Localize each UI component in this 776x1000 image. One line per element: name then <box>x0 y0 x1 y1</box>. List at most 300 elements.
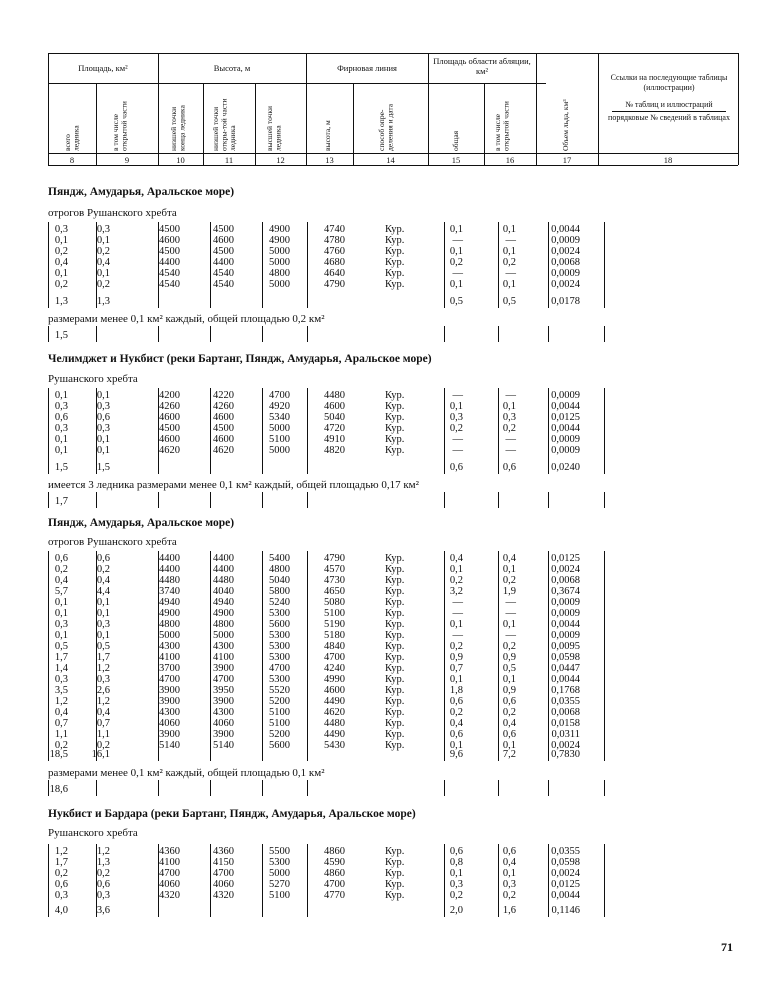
cell: 1,1 <box>54 729 68 740</box>
cell: 0,6 <box>449 846 463 857</box>
cell: 1,2 <box>96 663 110 674</box>
cell: 5190 <box>324 619 345 630</box>
cell: 1,9 <box>502 586 516 597</box>
cell: 3900 <box>213 729 234 740</box>
cell: 0,1 <box>96 268 110 279</box>
cell: 4540 <box>213 279 234 290</box>
cell: 0,4 <box>502 553 516 564</box>
cell: 4800 <box>213 619 234 630</box>
table-row <box>0 696 776 707</box>
cell: 0,1 <box>449 674 463 685</box>
note-value: 1,7 <box>54 496 68 507</box>
cell: 0,5 <box>54 641 68 652</box>
cell: 4600 <box>213 434 234 445</box>
col-abl-total: общая <box>451 130 460 151</box>
cell: 0,3 <box>54 224 68 235</box>
cell: 4700 <box>269 390 290 401</box>
cell: 0,7 <box>449 663 463 674</box>
cell: 4790 <box>324 279 345 290</box>
total-cell: 7,2 <box>502 749 516 760</box>
total-cell: 1,3 <box>96 296 110 307</box>
cell-method: Кур. <box>385 663 405 674</box>
cell: 0,6 <box>502 696 516 707</box>
cell-method: Кур. <box>385 608 405 619</box>
table-row <box>0 879 776 890</box>
cell: 0,4 <box>54 575 68 586</box>
cell: 0,0044 <box>551 224 580 235</box>
cell: 0,6 <box>54 879 68 890</box>
cell-method: Кур. <box>385 564 405 575</box>
total-cell: 0,1146 <box>551 905 580 916</box>
cell: 4500 <box>213 423 234 434</box>
cell: 0,1 <box>502 401 516 412</box>
section-note: размерами менее 0,1 км² каждый, общей площадью 0,2 км² <box>48 313 325 325</box>
cell-method: Кур. <box>385 412 405 423</box>
total-cell: 2,0 <box>449 905 463 916</box>
cell: 0,4 <box>449 553 463 564</box>
cell: 0,0125 <box>551 553 580 564</box>
cell: 4860 <box>324 846 345 857</box>
cell: 4100 <box>159 652 180 663</box>
cell-method: Кур. <box>385 434 405 445</box>
cell: 4600 <box>159 412 180 423</box>
cell: 4770 <box>324 890 345 901</box>
table-row <box>0 641 776 652</box>
cell-method: Кур. <box>385 246 405 257</box>
cell-method: Кур. <box>385 857 405 868</box>
cell: 0,0009 <box>551 434 580 445</box>
col-h-low-end: низшей точки конца ледника <box>169 105 187 151</box>
cell: 0,2 <box>96 246 110 257</box>
cell: 3900 <box>159 685 180 696</box>
total-row <box>0 905 776 916</box>
cell: 0,7 <box>54 718 68 729</box>
cell: 0,0009 <box>551 630 580 641</box>
section-note: размерами менее 0,1 км² каждый, общей площадью 0,1 км² <box>48 767 325 779</box>
cell: 0,5 <box>96 641 110 652</box>
cell: 4400 <box>213 564 234 575</box>
cell: 0,6 <box>96 553 110 564</box>
cell: 0,1 <box>502 619 516 630</box>
cell: 0,6 <box>502 846 516 857</box>
cell: 4990 <box>324 674 345 685</box>
cell: 0,3 <box>96 890 110 901</box>
cell: 0,6 <box>54 553 68 564</box>
cell: 5430 <box>324 740 345 751</box>
cell: 4900 <box>269 235 290 246</box>
cell: 3,2 <box>449 586 463 597</box>
cell: — <box>452 268 463 279</box>
table-row <box>0 423 776 434</box>
cell-method: Кур. <box>385 846 405 857</box>
cell: 5180 <box>324 630 345 641</box>
cell: — <box>452 434 463 445</box>
cell: 4300 <box>159 641 180 652</box>
cell: 0,2 <box>449 423 463 434</box>
cell: 4100 <box>159 857 180 868</box>
table-row <box>0 652 776 663</box>
cell: 4820 <box>324 445 345 456</box>
table-row <box>0 445 776 456</box>
cell: 4700 <box>324 879 345 890</box>
cell: 5340 <box>269 412 290 423</box>
cell: 1,8 <box>449 685 463 696</box>
cell: 0,0355 <box>551 846 580 857</box>
cell: 0,2 <box>54 564 68 575</box>
col-ice-volume: Объем льда, км³ <box>561 99 570 151</box>
cell-method: Кур. <box>385 890 405 901</box>
cell: 4600 <box>213 235 234 246</box>
total-cell: 1,3 <box>54 296 68 307</box>
cell: 4800 <box>269 268 290 279</box>
cell: 4060 <box>213 718 234 729</box>
cell: 5300 <box>269 674 290 685</box>
cell: 0,4 <box>54 257 68 268</box>
cell: 4620 <box>213 445 234 456</box>
total-cell: 0,0240 <box>551 462 580 473</box>
col-num: 9 <box>124 155 130 165</box>
cell: 0,1 <box>449 619 463 630</box>
note-value: 18,6 <box>49 784 68 795</box>
page-number: 71 <box>721 940 733 954</box>
col-abl-open: в том числе открытой части <box>493 101 511 151</box>
cell: 0,0009 <box>551 597 580 608</box>
table-row <box>0 846 776 857</box>
cell: 3700 <box>159 663 180 674</box>
table-row <box>0 890 776 901</box>
cell: 4100 <box>213 652 234 663</box>
cell: 4620 <box>324 707 345 718</box>
cell: 4720 <box>324 423 345 434</box>
total-cell: 18,5 <box>49 749 68 760</box>
col-area-open: в том числе открытой части <box>111 101 129 151</box>
cell: 4840 <box>324 641 345 652</box>
table-row <box>0 390 776 401</box>
cell: 0,1 <box>449 224 463 235</box>
cell: 4900 <box>159 608 180 619</box>
cell: 5000 <box>269 279 290 290</box>
cell: 5600 <box>269 740 290 751</box>
cell: 4900 <box>213 608 234 619</box>
cell-method: Кур. <box>385 575 405 586</box>
cell: 4920 <box>269 401 290 412</box>
cell: 0,0024 <box>551 246 580 257</box>
cell: — <box>452 235 463 246</box>
cell: 5140 <box>213 740 234 751</box>
total-cell: 4,0 <box>54 905 68 916</box>
col-num: 10 <box>176 155 185 165</box>
cell-method: Кур. <box>385 718 405 729</box>
cell: 0,1 <box>54 597 68 608</box>
cell: 5600 <box>269 619 290 630</box>
col-num: 8 <box>69 155 75 165</box>
cell: 4,4 <box>96 586 110 597</box>
col-area-total: всего ледника <box>63 125 81 151</box>
cell: 0,0095 <box>551 641 580 652</box>
cell: 4590 <box>324 857 345 868</box>
refs-line2: порядковые № сведений в таблицах <box>608 113 730 122</box>
cell: 5520 <box>269 685 290 696</box>
cell: 3950 <box>213 685 234 696</box>
cell: 0,4 <box>96 707 110 718</box>
table-row <box>0 564 776 575</box>
cell: 4700 <box>213 674 234 685</box>
cell: 4320 <box>159 890 180 901</box>
cell: 4360 <box>213 846 234 857</box>
cell: 0,2 <box>449 641 463 652</box>
cell-method: Кур. <box>385 224 405 235</box>
cell: 5300 <box>269 608 290 619</box>
cell: — <box>505 268 516 279</box>
cell: 0,3 <box>502 412 516 423</box>
cell: 4500 <box>213 224 234 235</box>
cell-method: Кур. <box>385 696 405 707</box>
cell: 0,3 <box>96 619 110 630</box>
cell: 0,2 <box>449 575 463 586</box>
cell: 0,6 <box>502 729 516 740</box>
cell: 0,0068 <box>551 707 580 718</box>
cell: 0,0068 <box>551 575 580 586</box>
cell-method: Кур. <box>385 729 405 740</box>
cell: 0,1 <box>96 445 110 456</box>
table-row <box>0 857 776 868</box>
cell: 0,0125 <box>551 879 580 890</box>
cell-method: Кур. <box>385 279 405 290</box>
cell: 4300 <box>213 707 234 718</box>
cell: 0,9 <box>502 652 516 663</box>
cell: 4600 <box>159 235 180 246</box>
cell: 4060 <box>159 718 180 729</box>
table-row <box>0 685 776 696</box>
cell: 0,3 <box>96 423 110 434</box>
cell: 0,1 <box>54 608 68 619</box>
cell: 4600 <box>324 685 345 696</box>
cell: 0,1 <box>54 268 68 279</box>
cell: 1,1 <box>96 729 110 740</box>
cell: 4360 <box>159 846 180 857</box>
cell: 0,0044 <box>551 423 580 434</box>
cell: 0,1 <box>449 246 463 257</box>
col-firn-method: способ опре-деления и дата <box>377 103 395 151</box>
cell: — <box>505 597 516 608</box>
cell: 5040 <box>324 412 345 423</box>
cell: 4400 <box>159 564 180 575</box>
cell: 4300 <box>213 641 234 652</box>
col-num: 12 <box>276 155 285 165</box>
cell: 4700 <box>269 663 290 674</box>
cell: 4650 <box>324 586 345 597</box>
cell: 3900 <box>159 729 180 740</box>
cell: — <box>452 597 463 608</box>
cell: 0,0447 <box>551 663 580 674</box>
cell: 0,4 <box>96 257 110 268</box>
cell: 4400 <box>213 257 234 268</box>
table-row <box>0 235 776 246</box>
cell: 0,0044 <box>551 674 580 685</box>
cell: 1,2 <box>54 846 68 857</box>
cell: 1,2 <box>96 696 110 707</box>
cell-method: Кур. <box>385 619 405 630</box>
table-row <box>0 246 776 257</box>
cell: 0,6 <box>96 412 110 423</box>
total-cell: 1,5 <box>96 462 110 473</box>
total-cell: 0,5 <box>449 296 463 307</box>
cell-method: Кур. <box>385 401 405 412</box>
ablation-group-title: Площадь области абляции, км² <box>433 56 531 76</box>
cell-method: Кур. <box>385 445 405 456</box>
cell: 0,1 <box>502 564 516 575</box>
cell: 4480 <box>324 718 345 729</box>
cell: 5240 <box>269 597 290 608</box>
cell: 0,1 <box>449 564 463 575</box>
cell: 5100 <box>324 608 345 619</box>
cell: 0,1 <box>54 390 68 401</box>
table-row <box>0 553 776 564</box>
cell: 0,2 <box>502 575 516 586</box>
cell: 0,1 <box>502 868 516 879</box>
cell: 0,1 <box>502 740 516 751</box>
cell: 5000 <box>269 868 290 879</box>
cell-method: Кур. <box>385 268 405 279</box>
cell: 4700 <box>213 868 234 879</box>
cell: 4540 <box>159 279 180 290</box>
cell: 0,2 <box>502 890 516 901</box>
cell: 0,9 <box>502 685 516 696</box>
cell: — <box>505 445 516 456</box>
total-cell: 3,6 <box>96 905 110 916</box>
cell: 0,0598 <box>551 652 580 663</box>
cell: 4940 <box>213 597 234 608</box>
cell: 4200 <box>159 390 180 401</box>
cell: 1,3 <box>96 857 110 868</box>
cell: 0,1 <box>96 597 110 608</box>
cell: 4480 <box>213 575 234 586</box>
cell-method: Кур. <box>385 390 405 401</box>
col-h-high: высшей точки ледника <box>265 105 283 151</box>
cell: 4540 <box>213 268 234 279</box>
cell: 4060 <box>159 879 180 890</box>
cell: 5100 <box>269 434 290 445</box>
cell: 4860 <box>324 868 345 879</box>
cell: 5080 <box>324 597 345 608</box>
cell: 4480 <box>159 575 180 586</box>
table-header <box>48 53 738 163</box>
cell: 0,0024 <box>551 279 580 290</box>
cell: 5000 <box>269 423 290 434</box>
table-row <box>0 707 776 718</box>
cell: 4060 <box>213 879 234 890</box>
cell: 0,0598 <box>551 857 580 868</box>
table-row <box>0 619 776 630</box>
cell: 4910 <box>324 434 345 445</box>
cell: 0,1 <box>449 401 463 412</box>
cell: 0,3 <box>449 412 463 423</box>
total-row <box>0 749 776 760</box>
cell: — <box>505 630 516 641</box>
cell: 4480 <box>324 390 345 401</box>
cell: 3740 <box>159 586 180 597</box>
cell: 5100 <box>269 890 290 901</box>
cell: — <box>452 390 463 401</box>
cell: 0,2 <box>96 740 110 751</box>
cell: 0,0009 <box>551 608 580 619</box>
cell: 0,3 <box>449 879 463 890</box>
cell: 1,4 <box>54 663 68 674</box>
cell: 4640 <box>324 268 345 279</box>
cell-method: Кур. <box>385 257 405 268</box>
cell-method: Кур. <box>385 553 405 564</box>
cell: 4600 <box>159 434 180 445</box>
cell: 5100 <box>269 707 290 718</box>
total-cell: 9,6 <box>449 749 463 760</box>
cell-method: Кур. <box>385 597 405 608</box>
cell: 5000 <box>159 630 180 641</box>
cell: 5400 <box>269 553 290 564</box>
cell: 0,2 <box>502 423 516 434</box>
cell: 0,2 <box>54 868 68 879</box>
cell: 5300 <box>269 857 290 868</box>
cell: 0,1 <box>54 445 68 456</box>
total-cell: 0,6 <box>449 462 463 473</box>
cell: 0,4 <box>502 718 516 729</box>
cell: 0,1 <box>96 390 110 401</box>
cell: 0,0068 <box>551 257 580 268</box>
cell: 0,3 <box>54 674 68 685</box>
cell: 4800 <box>269 564 290 575</box>
cell: 0,0024 <box>551 868 580 879</box>
cell: 0,3 <box>54 423 68 434</box>
firn-group-title: Фирновая линия <box>337 63 397 73</box>
cell: 0,2 <box>449 707 463 718</box>
cell: 4400 <box>159 553 180 564</box>
cell: 0,0009 <box>551 390 580 401</box>
cell: 4260 <box>159 401 180 412</box>
cell: 5200 <box>269 729 290 740</box>
cell: 0,2 <box>96 868 110 879</box>
table-row <box>0 597 776 608</box>
cell: 3900 <box>213 696 234 707</box>
cell: 4500 <box>213 246 234 257</box>
cell: 0,5 <box>502 663 516 674</box>
total-row <box>0 296 776 307</box>
cell: 1,7 <box>54 652 68 663</box>
table-row <box>0 718 776 729</box>
cell: 0,3 <box>54 619 68 630</box>
section-subtitle: отрогов Рушанского хребта <box>48 536 177 548</box>
cell: 0,0355 <box>551 696 580 707</box>
cell: 0,2 <box>54 279 68 290</box>
cell: 5,7 <box>54 586 68 597</box>
cell: 0,0024 <box>551 564 580 575</box>
cell: 0,2 <box>449 890 463 901</box>
cell: — <box>505 608 516 619</box>
cell: 0,2 <box>54 740 68 751</box>
table-row <box>0 729 776 740</box>
col-num: 13 <box>325 155 334 165</box>
cell: 4700 <box>324 652 345 663</box>
cell: 0,3674 <box>551 586 580 597</box>
cell: 5100 <box>269 718 290 729</box>
section-subtitle: отрогов Рушанского хребта <box>48 207 177 219</box>
col-num: 16 <box>505 155 515 165</box>
cell: 4490 <box>324 696 345 707</box>
cell: 0,1 <box>54 434 68 445</box>
cell: 0,0009 <box>551 445 580 456</box>
cell: 0,2 <box>502 641 516 652</box>
table-row <box>0 268 776 279</box>
cell-method: Кур. <box>385 641 405 652</box>
cell-method: Кур. <box>385 423 405 434</box>
